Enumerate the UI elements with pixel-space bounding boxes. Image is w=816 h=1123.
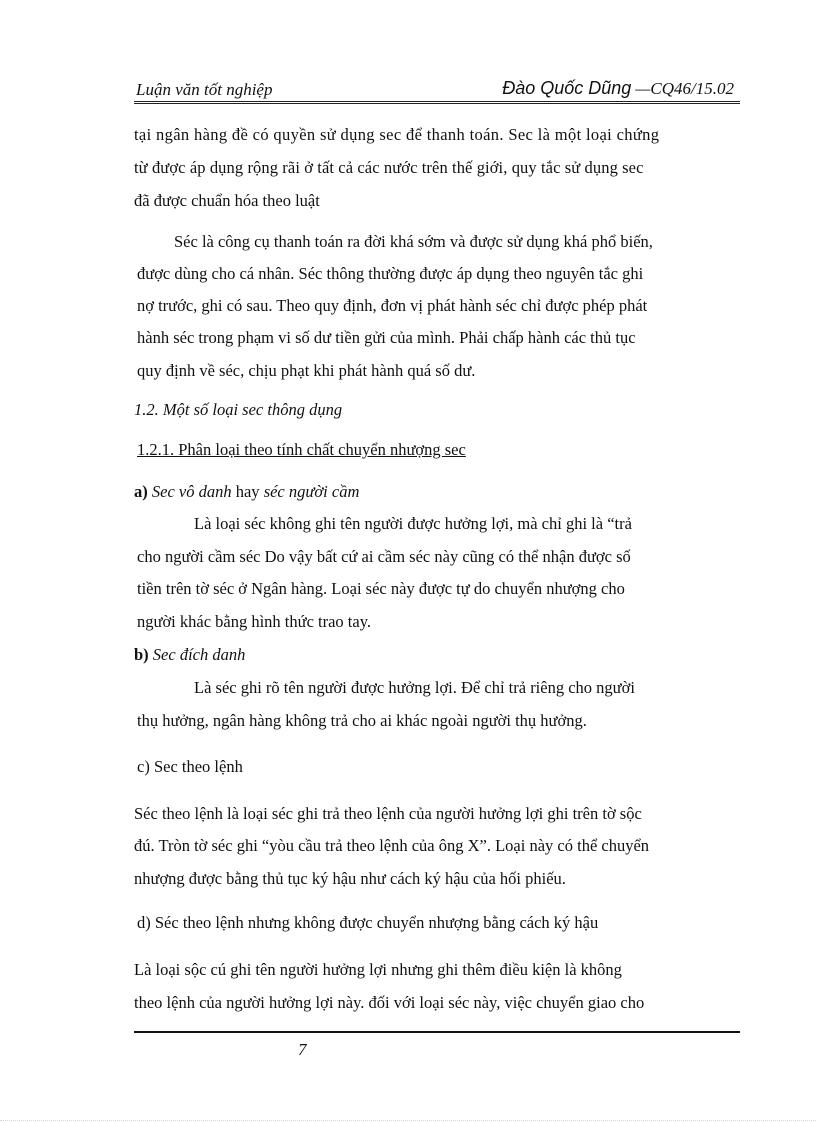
paragraph-line: từ được áp dụng rộng rãi ở tất cả các nước trên thế giới, quy tắc sử dụng sec <box>134 158 644 177</box>
paragraph-line: thụ hưởng, ngân hàng không trả cho ai khác ngoài người thụ hưởng. <box>137 711 587 730</box>
section-heading-1-2-1: 1.2.1. Phân loại theo tính chất chuyển nhượng sec <box>137 440 466 459</box>
item-b-name: Sec đích danh <box>152 645 246 664</box>
page-edge-dotted-line <box>0 1120 816 1121</box>
footer-rule <box>134 1031 740 1033</box>
paragraph-line: đã được chuẩn hóa theo luật <box>134 191 320 210</box>
item-b-heading <box>134 645 245 665</box>
paragraph-line: hành séc trong phạm vi số dư tiền gửi của mình. Phải chấp hành các thủ tục <box>137 328 636 347</box>
paragraph-line: nhượng được bằng thủ tục ký hậu như cách ký hậu của hối phiếu. <box>134 869 566 888</box>
paragraph-line: quy định về séc, chịu phạt khi phát hành quá số dư. <box>137 361 476 380</box>
item-a-name: Sec vô danh <box>151 482 232 501</box>
page-number: 7 <box>298 1040 307 1059</box>
header-class-code: —CQ46/15.02 <box>635 79 734 98</box>
paragraph-line: Là séc ghi rõ tên người được hưởng lợi. Để chỉ trả riêng cho người <box>194 678 635 697</box>
item-a-marker: a) <box>134 482 148 501</box>
header-author: Đào Quốc Dũng <box>502 78 632 98</box>
paragraph-line: Séc là công cụ thanh toán ra đời khá sớm và được sử dụng khá phổ biến, <box>174 232 653 251</box>
item-a-alt-name: séc người cầm <box>263 482 360 501</box>
paragraph-line: tại ngân hàng đề có quyền sử dụng sec để thanh toán. Sec là một loại chứng <box>134 125 660 144</box>
paragraph-line: Là loại séc không ghi tên người được hưởng lợi, mà chỉ ghi là “trả <box>194 514 632 533</box>
item-a-connector: hay <box>235 482 260 501</box>
paragraph-line: tiền trên tờ séc ở Ngân hàng. Loại séc này được tự do chuyển nhượng cho <box>137 579 625 598</box>
paragraph-line: được dùng cho cá nhân. Séc thông thường được áp dụng theo nguyên tắc ghi <box>137 264 644 283</box>
item-d-heading: d) Séc theo lệnh nhưng không được chuyển nhượng bằng cách ký hậu <box>137 913 599 932</box>
paragraph-line: người khác bằng hình thức trao tay. <box>137 612 372 631</box>
header-rule <box>134 101 740 104</box>
paragraph-line: đú. Tròn tờ séc ghi “yòu cầu trả theo lệnh của ông X”. Loại này có thể chuyển <box>134 836 650 855</box>
paragraph-line: cho người cầm séc Do vậy bất cứ ai cầm séc này cũng có thể nhận được số <box>137 547 631 566</box>
item-a-heading <box>134 482 359 502</box>
item-c-heading: c) Sec theo lệnh <box>137 757 243 776</box>
paragraph-line: Là loại sộc cú ghi tên người hưởng lợi nhưng ghi thêm điều kiện là không <box>134 960 622 979</box>
item-b-marker: b) <box>134 645 149 664</box>
page-header <box>134 76 740 104</box>
header-thesis-title: Luận văn tốt nghiệp <box>136 80 273 99</box>
paragraph-line: nợ trước, ghi có sau. Theo quy định, đơn vị phát hành séc chỉ được phép phát <box>137 296 648 315</box>
section-heading-1-2: 1.2. Một số loại sec thông dụng <box>134 400 343 419</box>
paragraph-line: theo lệnh của người hưởng lợi này. đối với loại séc này, việc chuyển giao cho <box>134 993 645 1012</box>
header-author-block <box>502 78 734 99</box>
paragraph-line: Séc theo lệnh là loại séc ghi trả theo lệnh của người hưởng lợi ghi trên tờ sộc <box>134 804 642 823</box>
